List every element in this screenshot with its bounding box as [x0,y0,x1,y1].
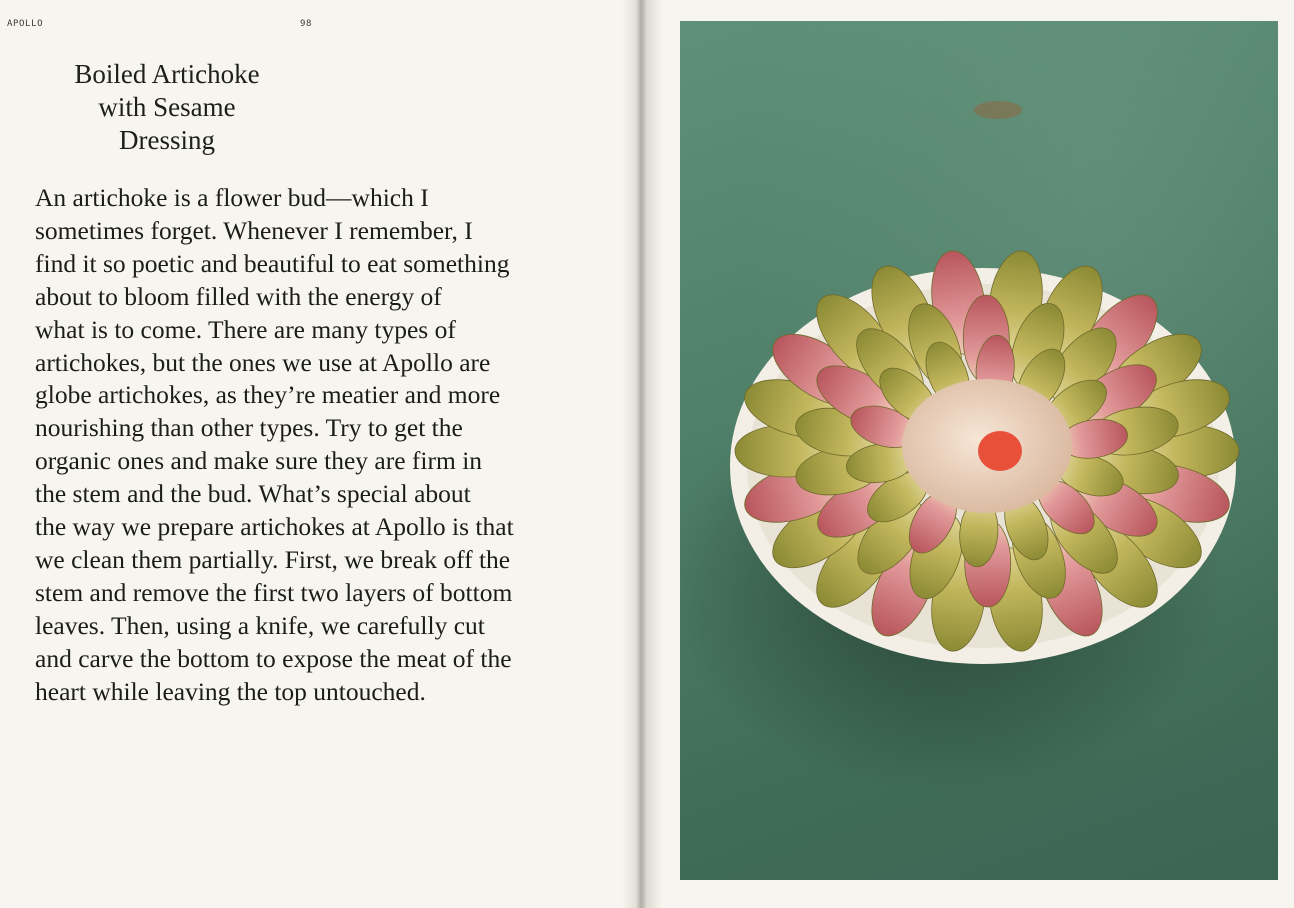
page-number: 98 [300,19,313,29]
paragraph-line: and carve the bottom to expose the meat of the [35,643,512,673]
recipe-title-line: with Sesame [98,92,236,122]
table-mark [974,101,1022,119]
paragraph-line: sometimes forget. Whenever I remember, I [35,215,473,245]
left-page [0,0,640,908]
recipe-intro-paragraph [35,182,595,709]
paragraph-line: what is to come. There are many types of [35,314,456,344]
paragraph-line: An artichoke is a flower bud—which I [35,183,429,212]
recipe-title-line: Boiled Artichoke [74,59,260,89]
dressing-center-dot [978,431,1022,471]
paragraph-line: the stem and the bud. What’s special about [35,479,471,509]
artichoke-photo [680,21,1278,880]
paragraph-line: nourishing than other types. Try to get the [35,413,463,443]
recipe-title-line: Dressing [119,125,215,155]
paragraph-line: leaves. Then, using a knife, we carefully cut [35,610,485,640]
paragraph-line: heart while leaving the top untouched. [35,676,426,706]
recipe-title [28,58,306,157]
paragraph-line: find it so poetic and beautiful to eat something [35,248,510,278]
paragraph-line: organic ones and make sure they are firm in [35,446,483,476]
paragraph-line: we clean them partially. First, we break off the [35,544,511,574]
running-head-title: APOLLO [7,19,44,29]
paragraph-line: stem and remove the first two layers of bottom [35,577,513,607]
paragraph-line: the way we prepare artichokes at Apollo is that [35,512,514,542]
paragraph-line: about to bloom filled with the energy of [35,281,442,311]
paragraph-line: artichokes, but the ones we use at Apollo are [35,347,491,377]
paragraph-line: globe artichokes, as they’re meatier and more [35,380,501,410]
artichoke-plate-illustration [680,21,1278,880]
